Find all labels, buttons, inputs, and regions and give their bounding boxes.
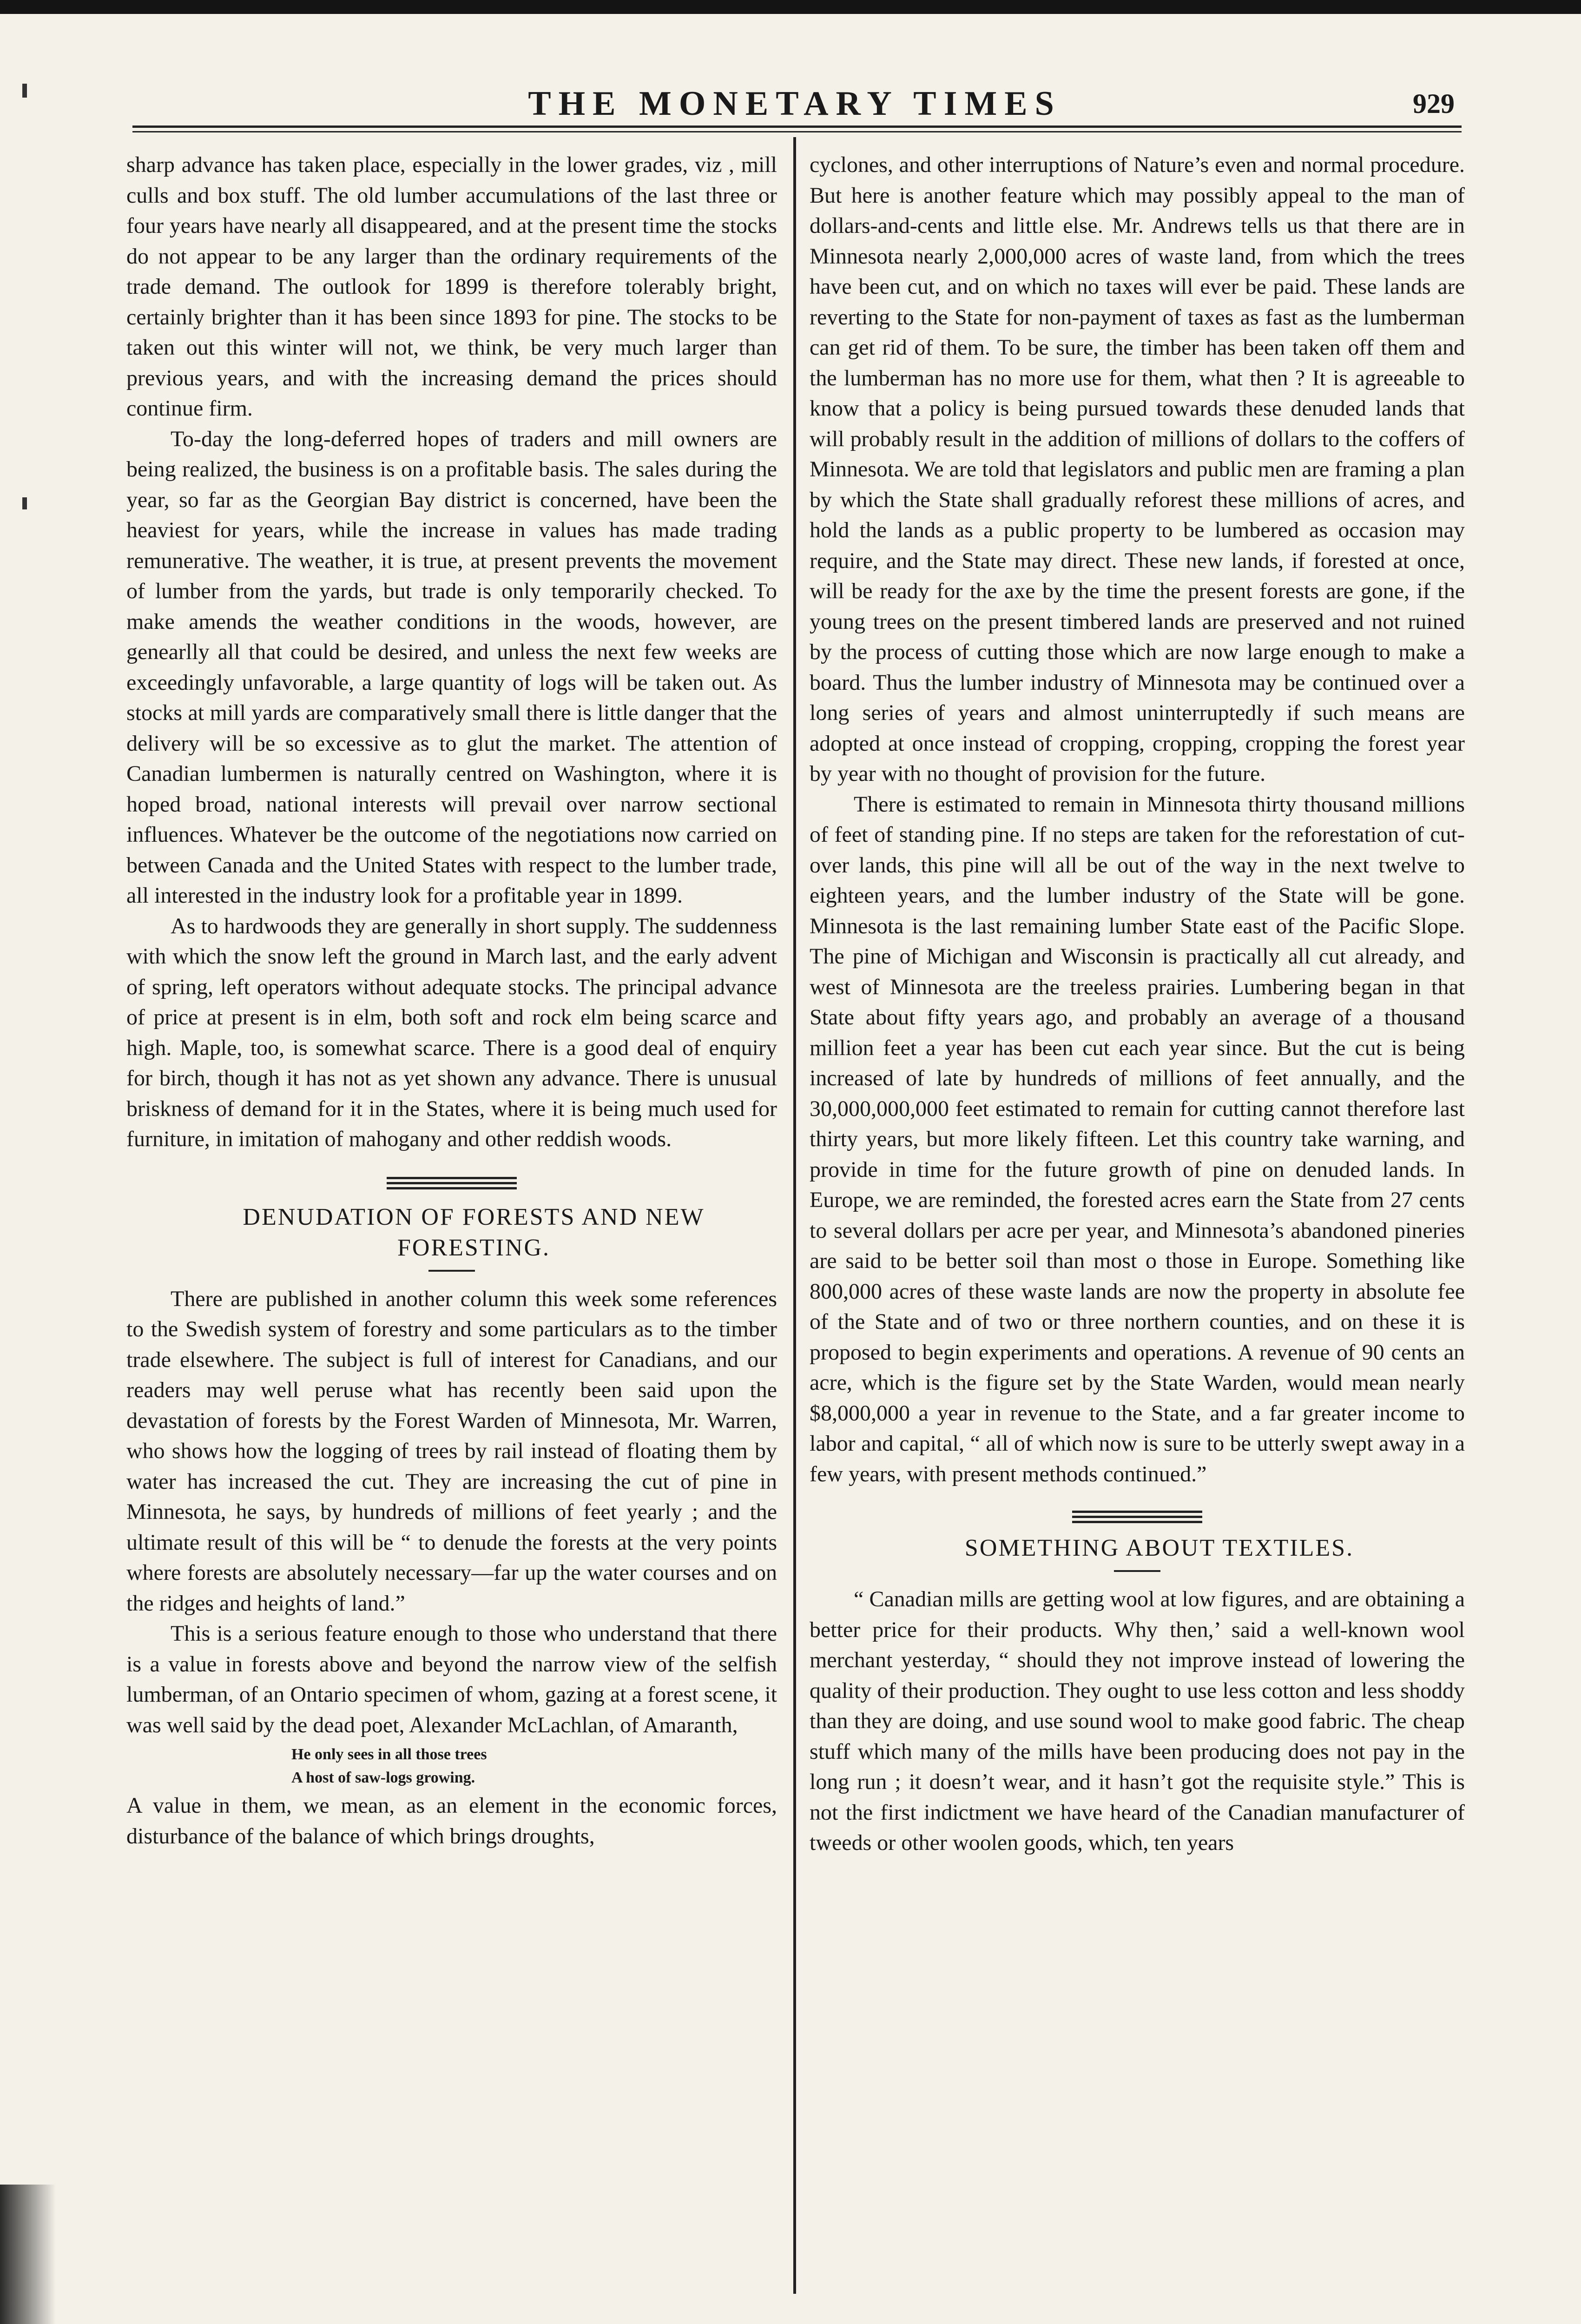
verse-line: A host of saw-logs growing. <box>291 1769 475 1786</box>
header-rule-top <box>132 125 1462 128</box>
verse-quote <box>126 1743 777 1789</box>
binding-shadow <box>0 2185 56 2324</box>
article-paragraph: “ Canadian mills are getting wool at low figures, and are obtaining a better price for their products. Why then,’ said a well-known wool merchant yesterday, “ should they not improve instead of lowering the quality of their production. They ought to use less cotton and less shoddy than they are doing, and use sound wool to make good fabric. The cheap stuff which many of the mills have been producing does not pay in the long run ; it doesn’t wear, and it hasn’t got the requisite style.” This is not the first indictment we have heard of the Canadian manufacturer of tweeds or other woolen goods, which, ten years <box>810 1587 1465 1855</box>
scan-speck <box>22 84 27 98</box>
page-number: 929 <box>1413 88 1455 119</box>
verse-line: He only sees in all those trees <box>291 1746 487 1763</box>
header-rule-bottom <box>132 131 1462 132</box>
article-paragraph: There are published in another column this week some references to the Swedish system of forestry and some particulars as to the timber trade elsewhere. The subject is full of interest for Canadians, and our readers may well peruse what has recently been said upon the devastation of forests by the Forest Warden of Minnesota, Mr. Warren, who shows how the logging of trees by rail instead of floating them by water has increased the cut. They are increasing the cut of pine in Minnesota, he says, by hundreds of millions of feet yearly ; and the ultimate result of this will be “ to denude the forests at the very points where forests are absolutely necessary—far up the water courses and on the ridges and heights of land.” <box>126 1286 777 1616</box>
section-title: FORESTING. <box>397 1234 551 1261</box>
scan-speck <box>22 497 27 509</box>
article-paragraph: cyclones, and other interruptions of Nature’s even and normal procedure. But here is another feature which may possibly appeal to the man of dollars-and-cents and little else. Mr. Andrews tells us that there are in Minnesota nearly 2,000,000 acres of waste land, from which the trees have been cut, and on which no taxes will ever be paid. These lands are reverting to the State for non-payment of taxes as fast as the lumberman can get rid of them. To be sure, the timber has been taken off them and the lumberman has no more use for them, what then ? It is agreeable to know that a policy is being pursued towards these denuded lands that will probably result in the addition of millions of dollars to the coffers of Minnesota. We are told that legislators and public men are framing a plan by which the State shall gradually reforest these millions of acres, and hold the lands as a public property to be lumbered as occasion may require, and the State may direct. These new lands, if forested at once, will be ready for the axe by the time the present forests are gone, if the young trees on the present timbered lands are preserved and not ruined by the process of cutting those which are now large enough to make a board. Thus the lumber industry of Minnesota may be continued over a long series of years and almost uninterruptedly if such means are adopted at once instead of cropping, cropping, cropping the forest year by year with no thought of provision for the future. <box>810 152 1465 786</box>
article-paragraph: There is estimated to remain in Minnesota thirty thousand millions of feet of standing pine. If no steps are taken for the reforestation of cut-over lands, this pine will all be out of the way in the next twelve to eighteen years, and the lumber industry of the State will be gone. Minnesota is the last remaining lumber State east of the Pacific Slope. The pine of Michigan and Wisconsin is practically all cut already, and west of Minnesota are the treeless prairies. Lumbering began in that State about fifty years ago, and probably an average of a thousand million feet a year has been cut each year since. But the cut is being increased of late by hundreds of millions of feet annually, and the 30,000,000,000 feet estimated to remain for cutting cannot therefore last thirty years, but more likely fifteen. Let this country take warning, and provide in time for the future growth of pine on denuded lands. In Europe, we are reminded, the forested acres earn the State from 27 cents to several dollars per acre per year, and Minnesota’s abandoned pineries are said to be better soil than most o those in Europe. Something like 800,000 acres of these waste lands are now the property in absolute fee of the State and of two or three northern counties, and on these it is proposed to begin experiments and operations. A revenue of 90 cents an acre, which is the figure set by the State Warden, would mean nearly $8,000,000 a year in revenue to the State, and a far greater income to labor and capital, “ all of which now is sure to be utterly swept away in a few years, with present methods continued.” <box>810 792 1465 1486</box>
left-column <box>126 150 777 1851</box>
column-divider <box>793 137 796 2294</box>
publication-title: THE MONETARY TIMES <box>528 85 1061 123</box>
title-rule <box>428 1270 475 1272</box>
article-paragraph: sharp advance has taken place, especially in the lower grades, viz , mill culls and box stuff. The old lumber accumulations of the last three or four years have nearly all disappeared, and at the present time the stocks do not appear to be any larger than the ordinary requirements of the trade demand. The outlook for 1899 is therefore tolerably bright, certainly brighter than it has been since 1893 for pine. The stocks to be taken out this winter will not, we think, be very much larger than previous years, and with the increasing demand the prices should continue firm. <box>126 152 777 421</box>
section-ornament <box>810 1508 1465 1525</box>
section-title: SOMETHING ABOUT TEXTILES. <box>964 1535 1354 1561</box>
right-column <box>810 150 1465 1858</box>
article-paragraph: A value in them, we mean, as an element in the economic forces, disturbance of the balance of which brings droughts, <box>126 1793 777 1849</box>
scan-top-edge <box>0 0 1581 14</box>
title-rule <box>1114 1570 1160 1572</box>
article-paragraph: As to hardwoods they are generally in short supply. The suddenness with which the snow left the ground in March last, and the early advent of spring, left operators without adequate stocks. The principal advance of price at present is in elm, both soft and rock elm being scarce and high. Maple, too, is somewhat scarce. There is a good deal of enquiry for birch, though it has not as yet shown any advance. There is unusual briskness of demand for it in the States, where it is being much used for furniture, in imitation of mahogany and other reddish woods. <box>126 913 777 1151</box>
article-paragraph: To-day the long-deferred hopes of traders and mill owners are being realized, the business is on a profitable basis. The sales during the year, so far as the Georgian Bay district is concerned, have been the heaviest for years, while the increase in values has made trading remunerative. The weather, it is true, at present prevents the movement of lumber from the yards, but trade is only temporarily checked. To make amends the weather conditions in the woods, however, are genearlly all that could be desired, and unless the next few weeks are exceedingly unfavorable, a large quantity of logs will be taken out. As stocks at mill yards are comparatively small there is little danger that the delivery will be so excessive as to glut the market. The attention of Canadian lumbermen is naturally centred on Washington, where it is hoped broad, national interests will prevail over narrow sectional influences. Whatever be the outcome of the negotiations now carried on between Canada and the United States with respect to the lumber trade, all interested in the industry look for a profitable year in 1899. <box>126 426 777 908</box>
section-title: DENUDATION OF FORESTS AND NEW <box>243 1203 705 1230</box>
article-paragraph: This is a serious feature enough to those who understand that there is a value in forests above and beyond the narrow view of the selfish lumberman, of an Ontario specimen of whom, gazing at a forest scene, it was well said by the dead poet, Alexander McLachlan, of Amaranth, <box>126 1621 777 1737</box>
section-ornament <box>126 1174 777 1192</box>
page-header <box>125 83 1464 125</box>
